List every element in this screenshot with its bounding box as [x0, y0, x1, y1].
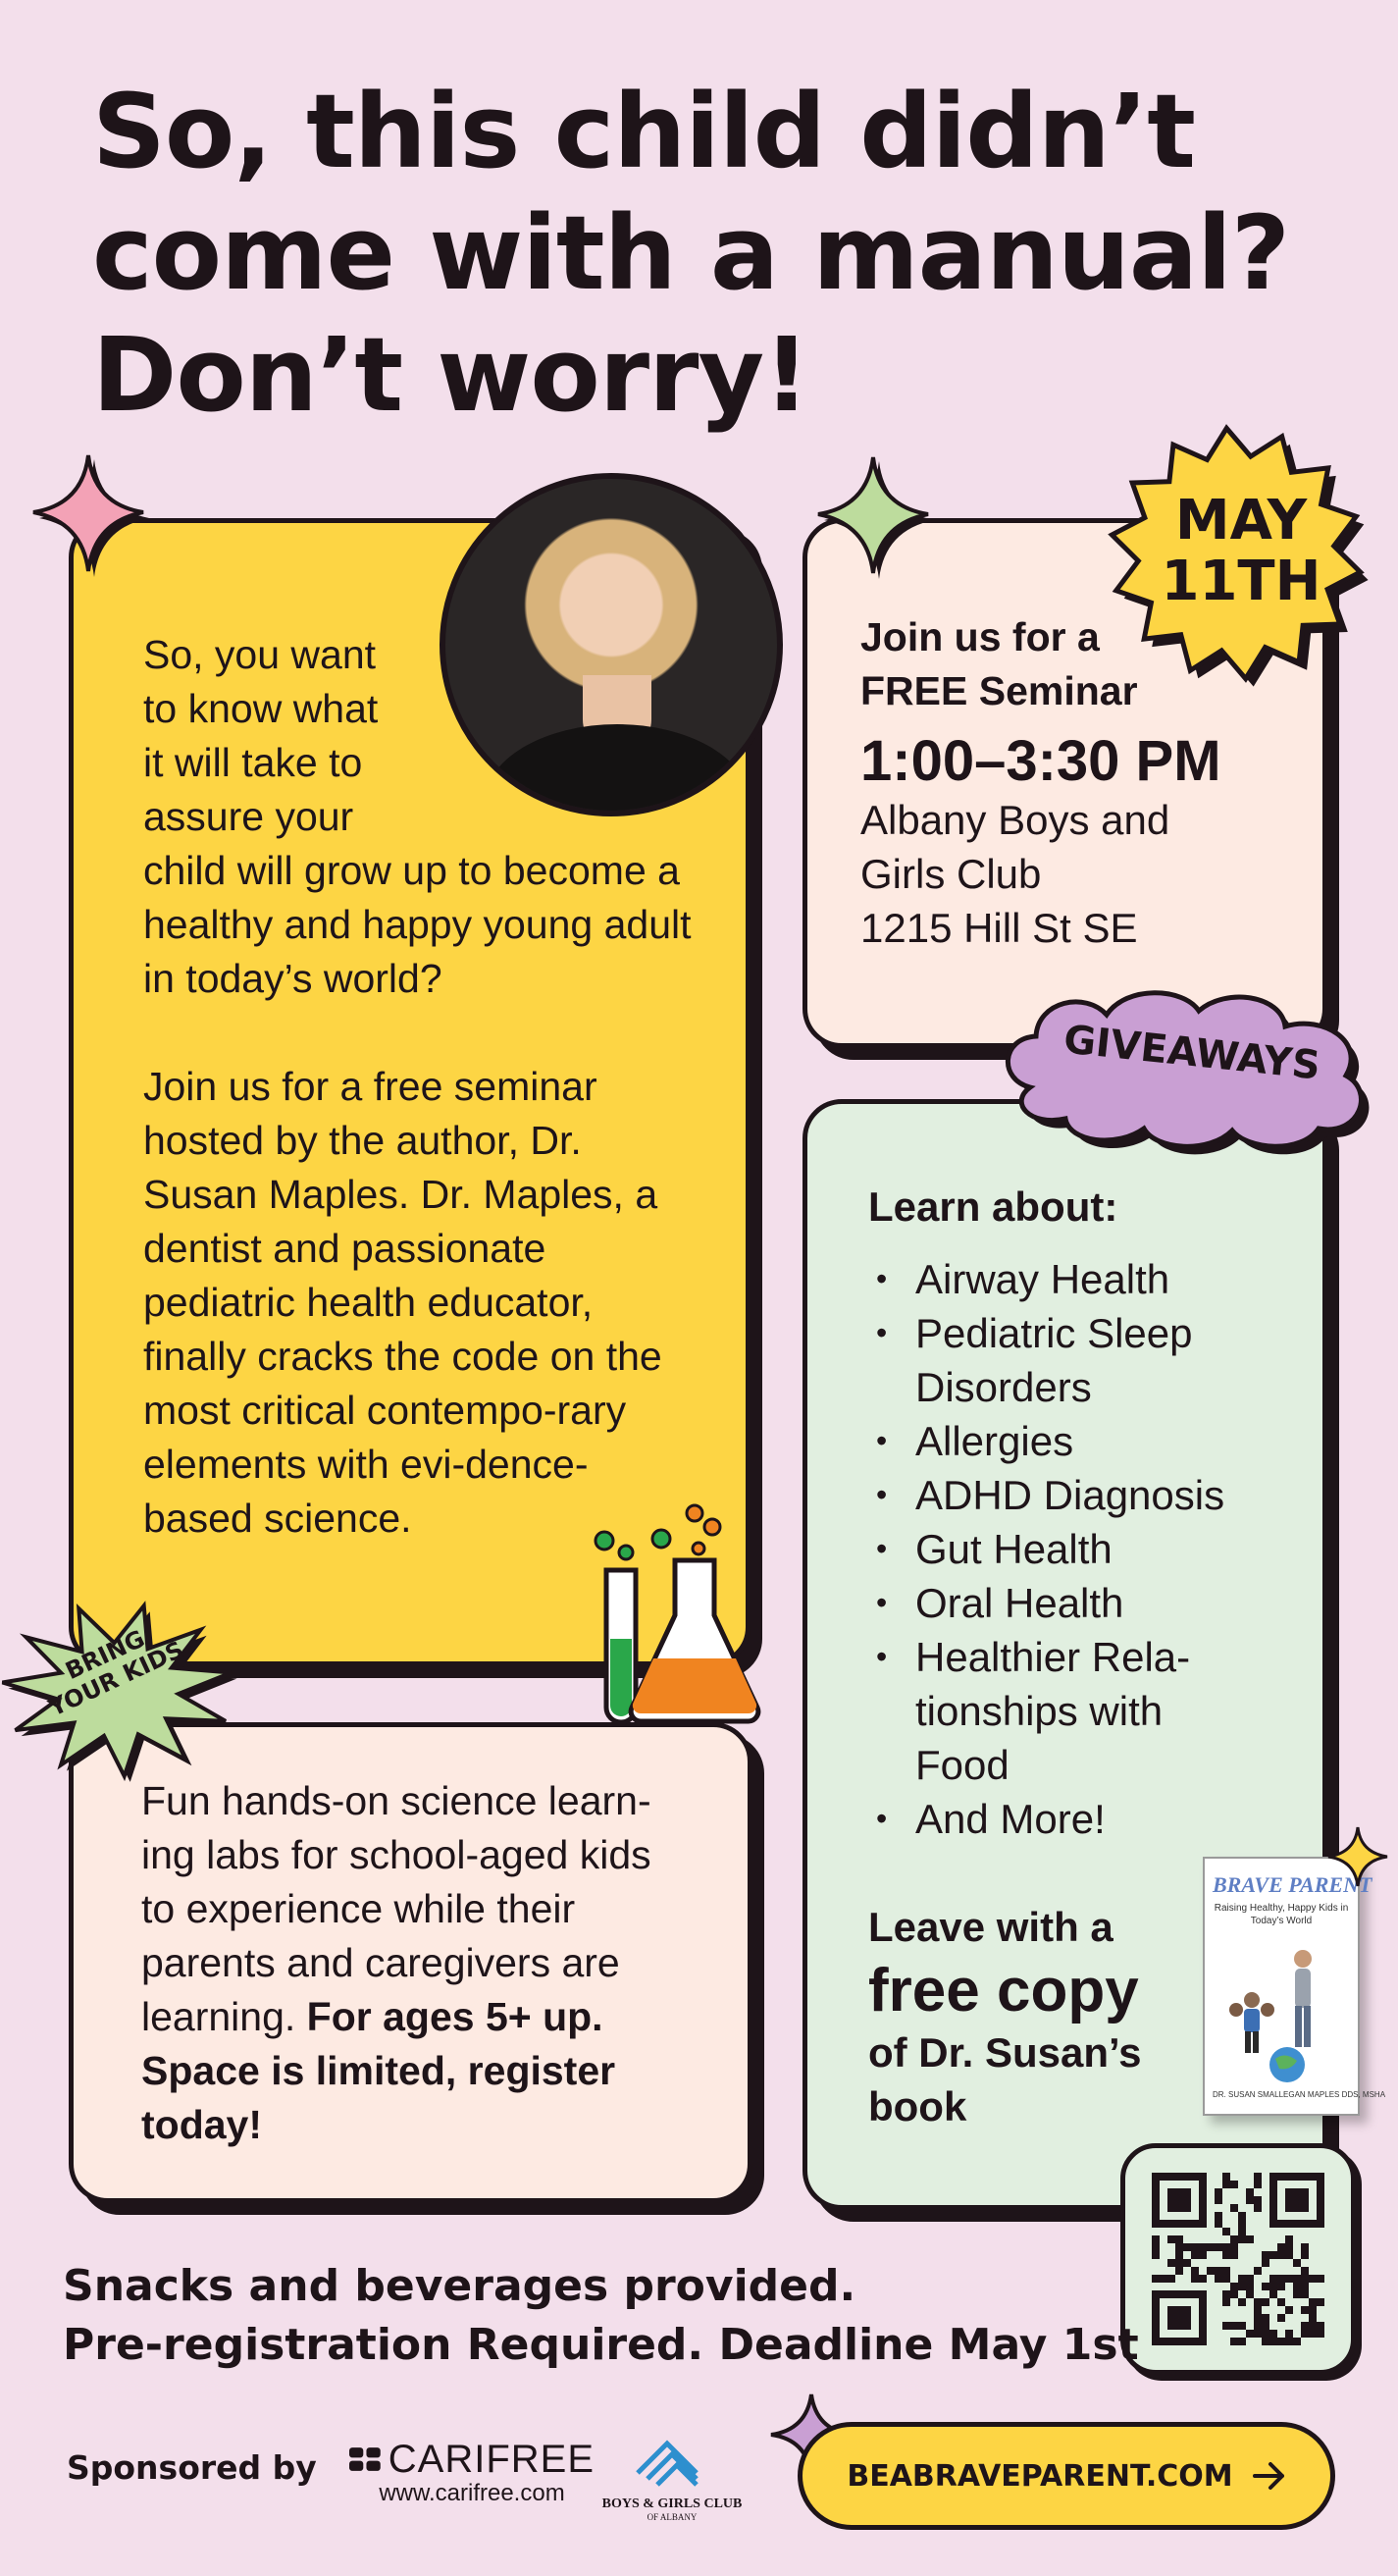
list-item: • Gut Health [868, 1522, 1261, 1576]
seminar-title [860, 610, 1272, 718]
book-offer [868, 1898, 1202, 2133]
website-cta-button[interactable] [798, 2422, 1335, 2530]
list-item: • Pediatric Sleep Disorders [868, 1306, 1261, 1414]
bring-kids-starburst-icon [0, 1600, 245, 1786]
headline-line-1: So, this child didn’t [92, 72, 1196, 191]
date-day: 11TH [1161, 550, 1321, 613]
pink-sparkle-icon [26, 451, 153, 579]
headline-line-2: come with a manual? [92, 193, 1290, 313]
carifree-name: CARIFREE [388, 2438, 595, 2481]
qr-code-icon[interactable] [1152, 2173, 1324, 2345]
kids-description: Fun hands-on science learn-ing labs for school-aged kids to experience while their parents and caregivers are learning. [141, 1778, 651, 2039]
list-item: • ADHD Diagnosis [868, 1468, 1261, 1522]
seminar-title-line-2: FREE Seminar [860, 668, 1138, 713]
book-author: DR. SUSAN SMALLEGAN MAPLES DDS, MSHA [1213, 2090, 1386, 2099]
book-offer-line-3: of Dr. Susan’s book [868, 2029, 1142, 2129]
sponsored-by-label: Sponsored by [67, 2448, 317, 2487]
headline [92, 71, 1319, 436]
list-item: • Airway Health [868, 1252, 1261, 1306]
seminar-venue [860, 793, 1272, 955]
footer-note-1: Snacks and beverages provided. [63, 2261, 856, 2311]
yellow-sparkle-icon [1326, 1825, 1389, 1888]
intro-text [143, 628, 722, 1600]
qr-code-frame[interactable] [1120, 2143, 1356, 2375]
venue-address: 1215 Hill St SE [860, 905, 1138, 951]
intro-line-1: So, you want [143, 632, 377, 677]
bgc-sub: OF ALBANY [647, 2512, 698, 2522]
book-illustration [1213, 1937, 1350, 2084]
science-beakers-icon [585, 1492, 781, 1737]
date-badge [1128, 491, 1354, 612]
intro-line-3: it will take to [143, 740, 363, 785]
book-subtitle: Raising Healthy, Happy Kids in Today’s World [1214, 1903, 1349, 1926]
boys-girls-club-logo [598, 2434, 746, 2523]
carifree-url: www.carifree.com [379, 2480, 565, 2506]
giveaways-label: GIVEAWAYS [1061, 1017, 1322, 1089]
intro-paragraph-1: child will grow up to become a healthy and happy young adult in today’s world? [143, 848, 692, 1001]
arrow-right-icon [1253, 2461, 1286, 2491]
seminar-time: 1:00–3:30 PM [860, 729, 1221, 793]
book-offer-line-1: Leave with a [868, 1904, 1113, 1950]
book-cover [1203, 1857, 1386, 2116]
kids-text [141, 1774, 691, 2152]
headline-line-3: Don’t worry! [92, 315, 809, 435]
list-item: • And More! [868, 1792, 1261, 1846]
intro-line-4: assure your [143, 794, 354, 839]
kids-callout: For ages 5+ up. Space is limited, register today! [141, 1994, 616, 2147]
cta-label: BEABRAVEPARENT.COM [847, 2458, 1233, 2494]
footer-note-2: Pre-registration Required. Deadline May 1st [63, 2320, 1139, 2370]
intro-paragraph-2: Join us for a free seminar hosted by the author, Dr. Susan Maples. Dr. Maples, a dentist and passionate pediatric health educator, finally cracks the code on the most critical contempo-rary elements with evi-dence-based science. [143, 1064, 662, 1541]
family-on-globe-icon [1213, 1937, 1350, 2084]
list-item: • Allergies [868, 1414, 1261, 1468]
list-item: • Oral Health [868, 1576, 1261, 1630]
book-title: BRAVE PARENT [1213, 1872, 1372, 1897]
green-sparkle-icon [810, 453, 938, 581]
footer-notes [63, 2257, 1139, 2375]
date-month: MAY [1174, 489, 1308, 552]
seminar-title-line-1: Join us for a [860, 614, 1100, 659]
bring-kids-badge: BRING YOUR KIDS [44, 1624, 188, 1722]
carifree-mark-icon [349, 2445, 381, 2474]
bgc-name: BOYS & GIRLS CLUB [601, 2497, 743, 2511]
learn-list [868, 1252, 1261, 1846]
boys-girls-club-mark-icon [628, 2434, 716, 2489]
venue-line-1: Albany Boys and [860, 797, 1170, 843]
intro-line-2: to know what [143, 686, 379, 731]
list-item: • Healthier Rela-tionships with Food [868, 1630, 1261, 1792]
learn-title: Learn about: [868, 1183, 1118, 1230]
venue-line-2: Girls Club [860, 851, 1042, 897]
book-offer-line-2: free copy [868, 1957, 1139, 2024]
carifree-logo[interactable] [349, 2440, 595, 2508]
